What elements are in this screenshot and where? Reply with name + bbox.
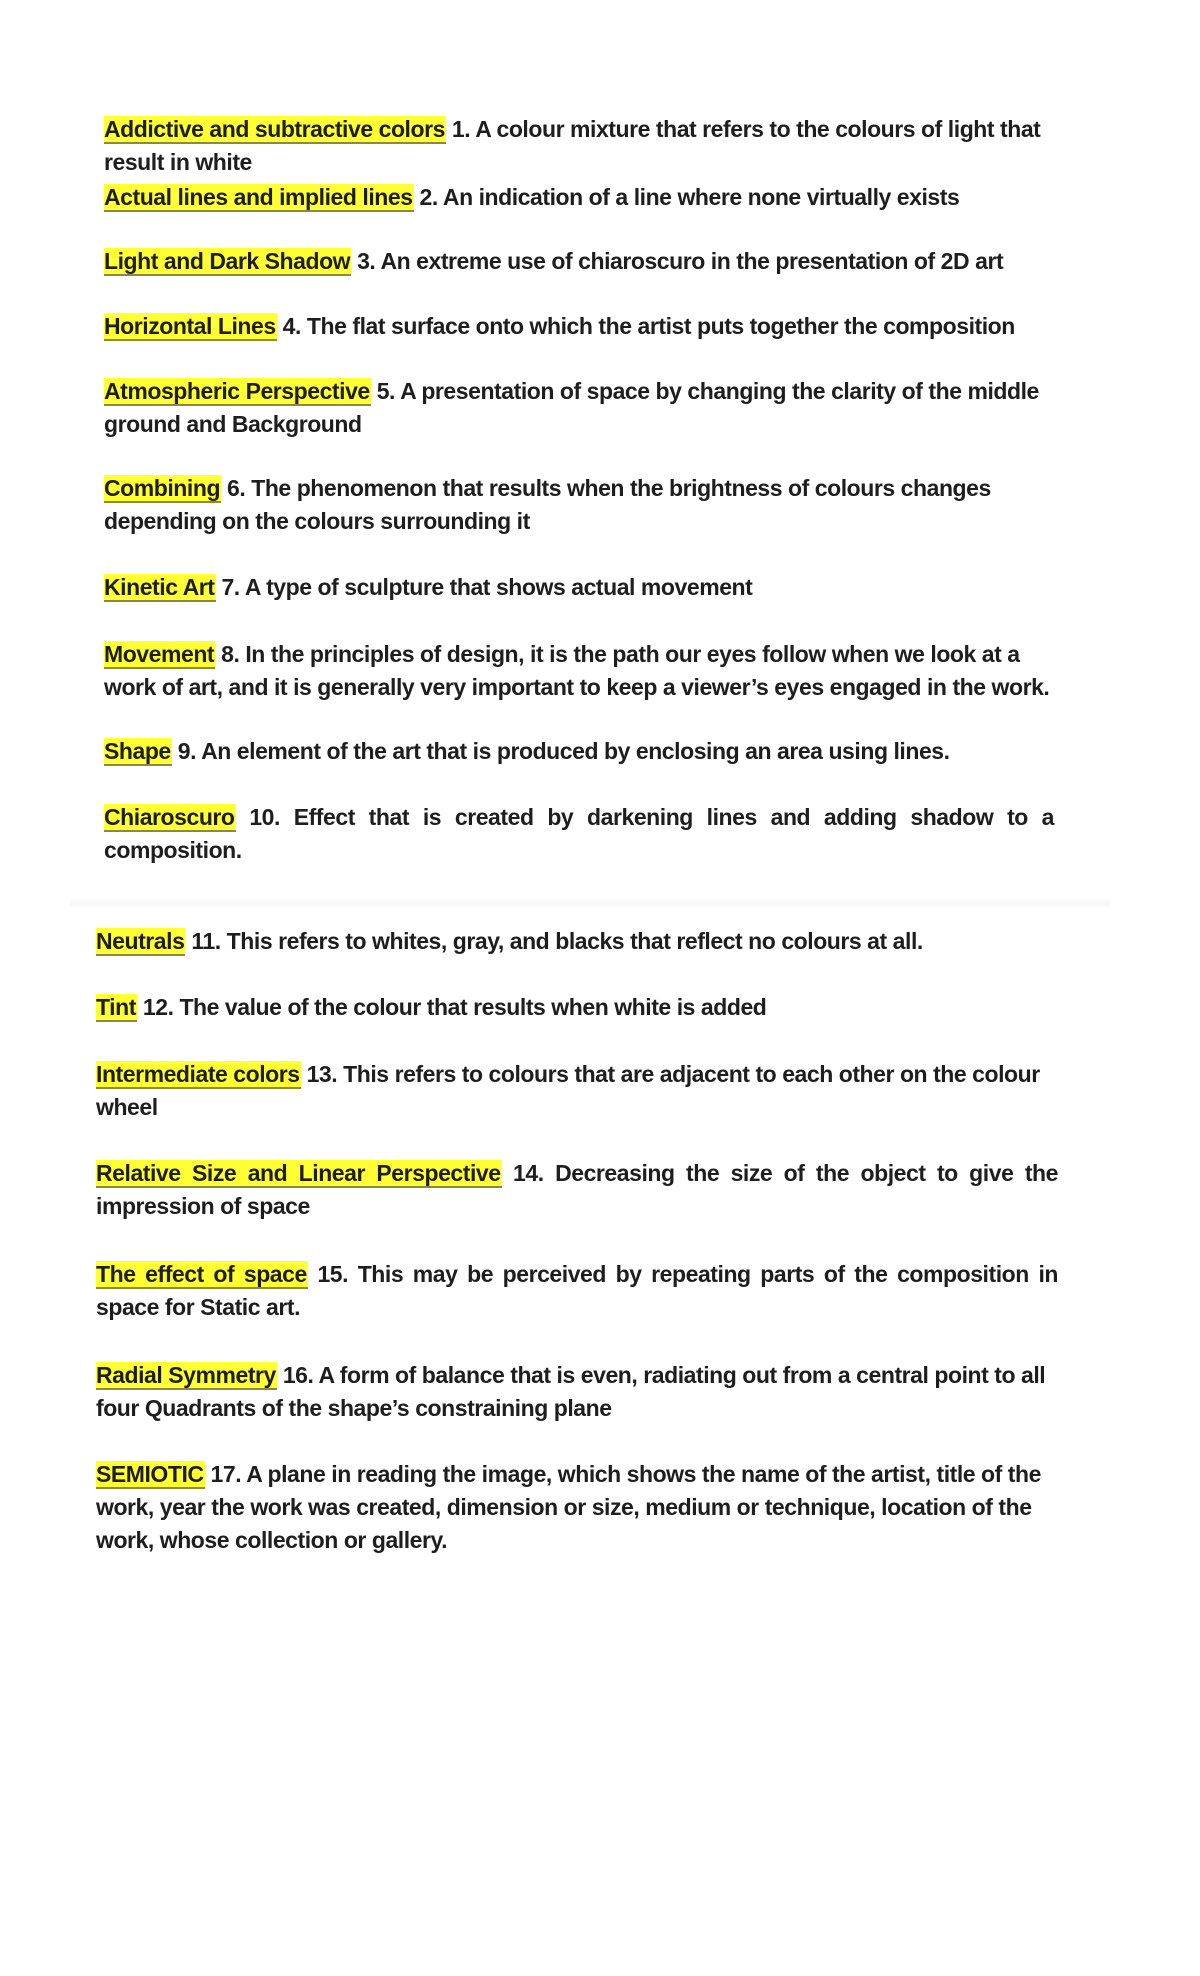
list-item: [104, 181, 1054, 214]
list-item: [104, 375, 1054, 441]
highlighted-term: Tint: [96, 994, 136, 1020]
highlighted-term: Neutrals: [96, 928, 185, 954]
definition: 7. A type of sculpture that shows actual movement: [221, 574, 753, 600]
highlighted-term: Light and Dark Shadow: [104, 248, 351, 274]
list-item: [96, 1458, 1058, 1557]
highlighted-term: Chiaroscuro: [104, 804, 235, 830]
highlighted-term: SEMIOTIC: [96, 1461, 204, 1487]
definition: 15. This may be perceived by repeating parts of the composition in space for Static art.: [96, 1261, 1058, 1320]
definition: 3. An extreme use of chiaroscuro in the presentation of 2D art: [357, 248, 1004, 274]
list-item: [96, 991, 1058, 1024]
highlighted-term: Intermediate colors: [96, 1061, 300, 1087]
list-item: [104, 245, 1054, 278]
highlighted-term: Shape: [104, 738, 171, 764]
definition: 11. This refers to whites, gray, and blacks that reflect no colours at all.: [191, 928, 923, 954]
list-item: [104, 472, 1054, 538]
definition: 4. The flat surface onto which the artist puts together the composition: [282, 313, 1015, 339]
list-item: [104, 638, 1054, 704]
list-item: [96, 925, 1058, 958]
list-item: [96, 1157, 1058, 1223]
highlighted-term: Horizontal Lines: [104, 313, 276, 339]
definition: 6. The phenomenon that results when the brightness of colours changes depending on the colours surrounding it: [104, 475, 991, 534]
list-item: [96, 1258, 1058, 1324]
highlighted-term: The effect of space: [96, 1261, 307, 1287]
highlighted-term: Movement: [104, 641, 215, 667]
highlighted-term: Addictive and subtractive colors: [104, 116, 445, 142]
definition: 9. An element of the art that is produced by enclosing an area using lines.: [177, 738, 950, 764]
list-item: [104, 571, 1054, 604]
list-item: [104, 310, 1054, 343]
list-item: [96, 1058, 1058, 1124]
list-item: [104, 113, 1054, 179]
list-item: [104, 735, 1054, 768]
definition: 2. An indication of a line where none virtually exists: [419, 184, 960, 210]
page-break-divider: [70, 898, 1110, 908]
definition: 5. A presentation of space by changing the clarity of the middle ground and Background: [104, 378, 1039, 437]
highlighted-term: Radial Symmetry: [96, 1362, 276, 1388]
highlighted-term: Combining: [104, 475, 221, 501]
highlighted-term: Atmospheric Perspective: [104, 378, 370, 404]
definition: 14. Decreasing the size of the object to give the impression of space: [96, 1160, 1058, 1219]
definition: 12. The value of the colour that results when white is added: [142, 994, 767, 1020]
definition: 1. A colour mixture that refers to the colours of light that result in white: [104, 116, 1041, 175]
highlighted-term: Relative Size and Linear Perspective: [96, 1160, 501, 1186]
definition: 8. In the principles of design, it is the path our eyes follow when we look at a work of art, and it is generally very important to keep a viewer’s eyes engaged in the work.: [104, 641, 1050, 700]
list-item: [96, 1359, 1058, 1425]
highlighted-term: Kinetic Art: [104, 574, 215, 600]
list-item: [104, 801, 1054, 867]
definition: 10. Effect that is created by darkening lines and adding shadow to a composition.: [104, 804, 1054, 863]
definition: 13. This refers to colours that are adjacent to each other on the colour wheel: [96, 1061, 1040, 1120]
definition: 17. A plane in reading the image, which shows the name of the artist, title of the work, year the work was created, dimension or size, medium or technique, location of the work, whose collection or gallery.: [96, 1461, 1041, 1553]
highlighted-term: Actual lines and implied lines: [104, 184, 413, 210]
definition: 16. A form of balance that is even, radiating out from a central point to all four Quadrants of the shape’s constraining plane: [96, 1362, 1046, 1421]
